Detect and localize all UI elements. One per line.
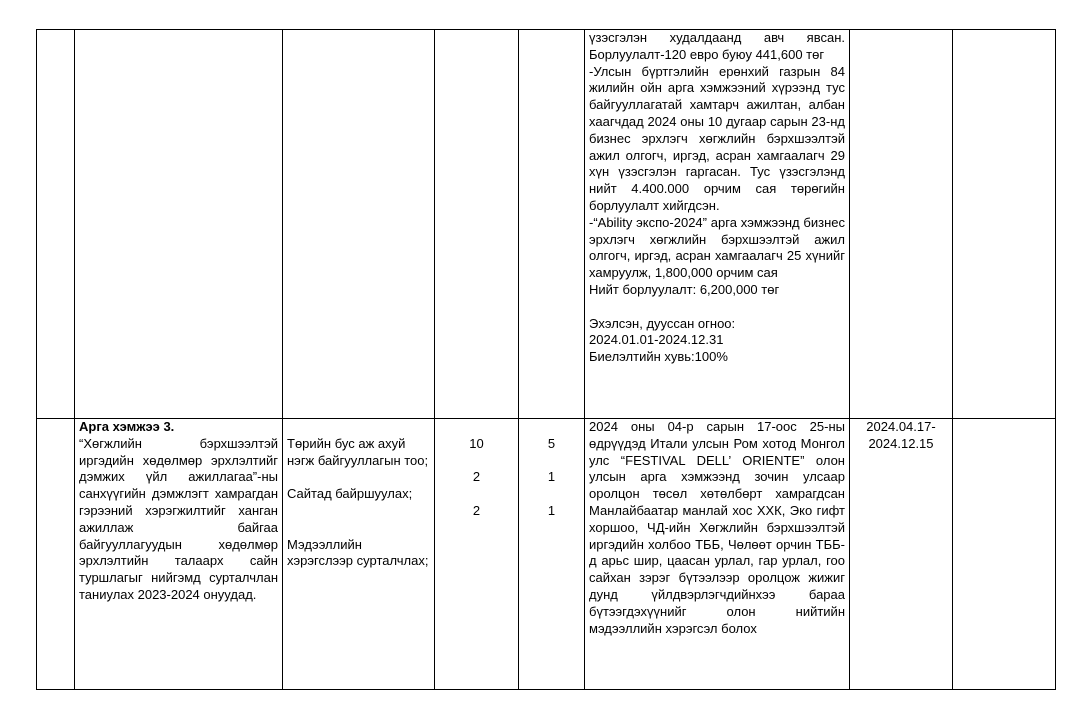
activity-title: Арга хэмжээ 3.: [79, 419, 175, 434]
indicator-cell: [283, 419, 435, 690]
activity-cell: [75, 419, 283, 690]
table-row: [37, 419, 1056, 690]
report-text: 2024 оны 04-р сарын 17-оос 25-ны өдрүүдэд Итали улсын Ром хотод Монгол улс “FESTIVAL DELL’ ORIENTE” олон улсын арга хэмжээнд зочин улсаар оролцон төсөл хөтөлбөрт хамрагдсан Манлайбаатар манлай хос ХХК, Эко гифт хоршоо, ЧД-ийн Хөгжлийн бэрхшээлтэй иргэдийн холбоо ТББ, Чөлөөт орчин ТББ-д арьс шир, цаасан урлал, гар урлал, гоо сайхан зэрэг бүтээлээр оролцож жижиг дунд үйлдвэрлэгчдийнхээ бараа бүтээгдэхүүнийг олон нийтийн мэдээллийн хэрэгсэл болох: [589, 419, 845, 636]
activity-text: “Хөгжлийн бэрхшээлтэй иргэдийн хөдөлмөр эрхлэлтийг дэмжих үйл ажиллагаа”-ны санхүүгийн дэмжлэгт хамрагдан гэрээний хэрэгжилтийг ханган ажиллаж байгаа байгууллагуудын хөдөлмөр эрхлэлтийн талаарх сайн туршлагыг нийгэмд сурталчлан таниулах 2023-2024 онуудад.: [79, 435, 278, 602]
dates-cell: [850, 30, 953, 419]
report-table: [36, 29, 1056, 690]
target-cell: [435, 419, 519, 690]
target-value: 2: [472, 502, 481, 518]
report-line: -“Ability экспо-2024” арга хэмжээнд бизнес эрхлэгч хөгжлийн бэрхшээлтэй ажил олгогч, иргэд, асран хамгаалагч 25 хүнийг хамруулж, 1,800,000 орчим сая: [589, 214, 845, 281]
target-cell: [435, 30, 519, 419]
number-cell: [37, 419, 75, 690]
actual-value: 1: [547, 469, 556, 485]
actual-value: 1: [547, 502, 556, 518]
table-row: [37, 30, 1056, 419]
dates-cell: [850, 419, 953, 690]
actual-value: 5: [547, 435, 556, 451]
indicator-cell: [283, 30, 435, 419]
note-cell: [953, 30, 1056, 419]
number-cell: [37, 30, 75, 419]
report-cell: [585, 30, 850, 419]
target-value: 10: [469, 435, 484, 451]
report-line: Нийт борлуулалт: 6,200,000 төг: [589, 281, 780, 297]
actual-cell: [519, 30, 585, 419]
report-line: -Улсын бүртгэлийн ерөнхий газрын 84 жилийн ойн арга хэмжээний хүрээнд тус байгууллагатай хамтарч ажилтан, албан хаагчдад 2024 оны 10 дугаар сарын 23-нд бизнес эрхлэгч хөгжлийн бэрхшээлтэй ажил олгогч, иргэд, асран хамгаалагч 29 хүн үзэсгэлэн гаргасан. Тус үзэсгэлэнд нийт 4.400.000 орчим сая төрөгийн борлуулалт хийгдсэн.: [589, 63, 845, 213]
indicator-item: Мэдээллийн хэрэгслээр сурталчлах;: [287, 536, 429, 569]
report-line: үзэсгэлэн худалдаанд авч явсан. Борлуулалт-120 евро буюу 441,600 төг: [589, 30, 845, 62]
report-cell: [585, 419, 850, 690]
completion-percent: Биелэлтийн хувь:100%: [589, 349, 728, 365]
activity-cell: [75, 30, 283, 419]
period-label: Эхэлсэн, дууссан огноо:: [589, 315, 736, 331]
actual-cell: [519, 419, 585, 690]
indicator-item: Сайтад байршуулах;: [287, 486, 413, 502]
target-value: 2: [472, 469, 481, 485]
note-cell: [953, 419, 1056, 690]
indicator-item: Төрийн бус аж ахуй нэгж байгууллагын тоо;: [287, 435, 429, 468]
dates-value: 2024.04.17-2024.12.15: [866, 419, 936, 451]
period-value: 2024.01.01-2024.12.31: [589, 332, 724, 348]
